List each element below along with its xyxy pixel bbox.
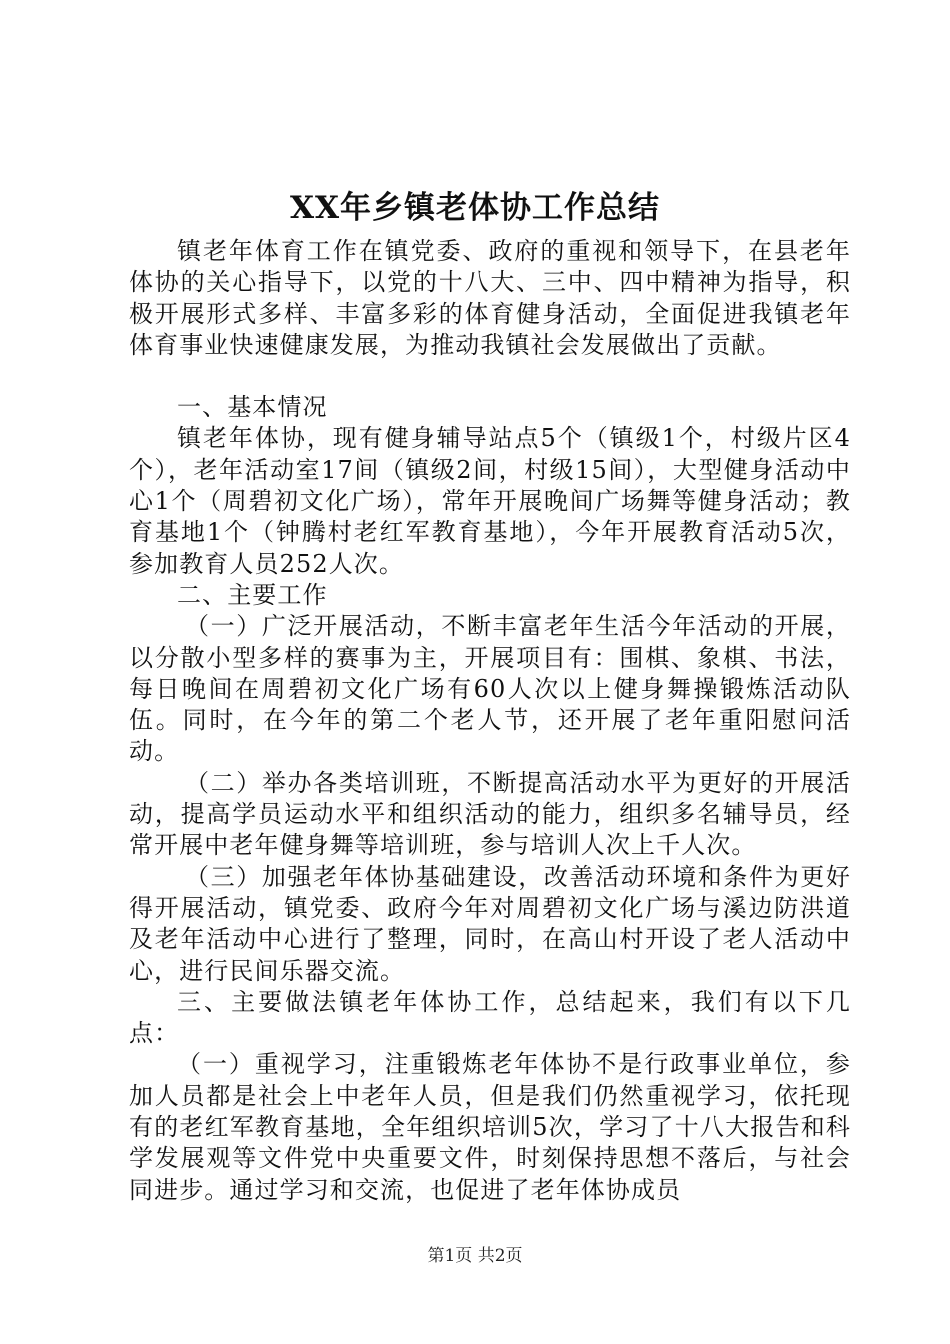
main-practices-item-1: （一）重视学习，注重锻炼老年体协不是行政事业单位，参加人员都是社会上中老年人员，但是我们仍然重视学习，依托现有的老红军教育基地，全年组织培训5次，学习了十八大报告和科学发展观等文件党中央重要文件，时刻保持思想不落后，与社会同进步。通过学习和交流，也促进了老年体协成员	[129, 1050, 851, 1204]
intro-paragraph: 镇老年体育工作在镇党委、政府的重视和领导下，在县老年体协的关心指导下，以党的十八大、三中、四中精神为指导，积极开展形式多样、丰富多彩的体育健身活动，全面促进我镇老年体育事业快速健康发展，为推动我镇社会发展做出了贡献。	[129, 237, 851, 359]
document-body	[129, 236, 851, 1206]
document-title: XX年乡镇老体协工作总结	[289, 190, 661, 226]
main-work-item-2: （二）举办各类培训班，不断提高活动水平为更好的开展活动，提高学员运动水平和组织活动的能力，组织多名辅导员，经常开展中老年健身舞等培训班，参与培训人次上千人次。	[129, 768, 851, 860]
main-work-item-3: （三）加强老年体协基础建设，改善活动环境和条件为更好得开展活动，镇党委、政府今年对周碧初文化广场与溪边防洪道及老年活动中心进行了整理，同时，在高山村开设了老人活动中心，进行民间乐器交流。	[129, 862, 851, 985]
page-number-footer: 第1页 共2页	[427, 1246, 523, 1266]
section-heading-main-work: 二、主要工作	[177, 580, 328, 609]
section-heading-main-practices: 三、主要做法镇老年体协工作，总结起来，我们有以下几点：	[129, 987, 851, 1048]
section-heading-basic-situation: 一、基本情况	[177, 393, 328, 422]
main-work-item-1: （一）广泛开展活动，不断丰富老年生活今年活动的开展，以分散小型多样的赛事为主，开展项目有：围棋、象棋、书法，每日晚间在周碧初文化广场有60人次以上健身舞操锻炼活动队伍。同时，在今年的第二个老人节，还开展了老年重阳慰问活动。	[129, 612, 851, 766]
basic-situation-paragraph: 镇老年体协，现有健身辅导站点5个（镇级1个，村级片区4个），老年活动室17间（镇级2间，村级15间），大型健身活动中心1个（周碧初文化广场），常年开展晚间广场舞等健身活动；教育基地1个（钟腾村老红军教育基地），今年开展教育活动5次，参加教育人员252人次。	[129, 424, 851, 578]
